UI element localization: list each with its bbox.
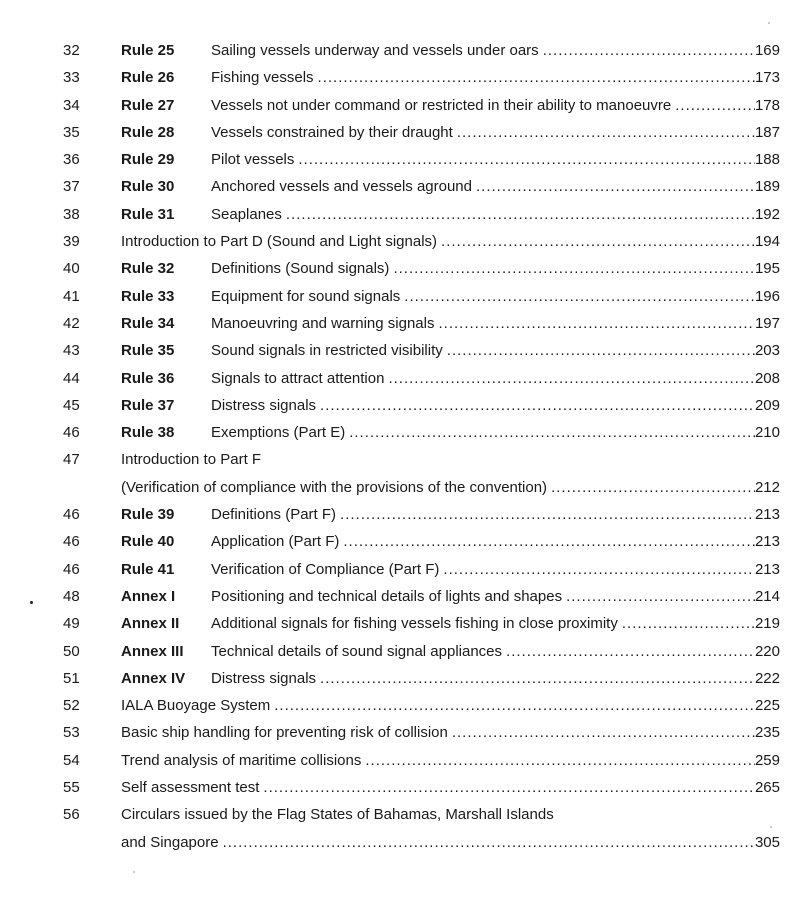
entry-title: Vessels not under command or restricted in their ability to manoeuvre — [211, 96, 672, 114]
dot-leader — [259, 774, 755, 801]
toc-row — [0, 747, 800, 774]
toc-entry — [121, 474, 780, 501]
dot-leader — [314, 64, 755, 91]
toc-entry — [211, 337, 780, 364]
toc-row — [0, 801, 800, 856]
toc-row — [0, 419, 800, 446]
dot-leader — [448, 719, 755, 746]
dot-leader — [270, 692, 755, 719]
scan-speck — [768, 22, 770, 24]
dot-leader — [562, 583, 755, 610]
page-number: 305 — [754, 833, 780, 851]
rule-label: Rule 39 — [121, 506, 175, 524]
toc-entry — [211, 365, 780, 392]
annex-label: Annex I — [121, 587, 176, 605]
entry-number: 53 — [63, 724, 80, 742]
dot-leader — [361, 747, 755, 774]
toc-row — [0, 146, 800, 173]
entry-number: 54 — [63, 751, 80, 769]
toc-row — [0, 583, 800, 610]
entry-number: 38 — [63, 205, 80, 223]
entry-title: Vessels constrained by their draught — [211, 123, 453, 141]
page-number: 213 — [754, 506, 780, 524]
entry-number: 46 — [63, 424, 80, 442]
toc-row — [0, 719, 800, 746]
toc-row — [0, 310, 800, 337]
page-number: 212 — [754, 478, 780, 496]
page-number: 192 — [754, 205, 780, 223]
entry-title: Sailing vessels underway and vessels under oars — [211, 42, 539, 59]
entry-number: 55 — [63, 779, 80, 797]
page-number: 189 — [754, 178, 780, 196]
entry-number: 42 — [63, 314, 80, 332]
annex-label: Annex IV — [121, 669, 186, 687]
toc-entry — [211, 419, 780, 446]
toc-entry — [211, 37, 780, 64]
toc-entry — [211, 119, 780, 146]
entry-number: 41 — [63, 287, 80, 305]
rule-label: Rule 31 — [121, 205, 175, 223]
dot-leader — [389, 255, 755, 282]
entry-title: Basic ship handling for preventing risk of collision — [121, 724, 448, 742]
toc-row — [0, 228, 800, 255]
page-number: 173 — [754, 69, 780, 87]
entry-number: 46 — [63, 560, 80, 578]
entry-number: 34 — [63, 96, 80, 114]
toc-row — [0, 255, 800, 282]
rule-label: Rule 41 — [121, 560, 175, 578]
toc-row — [0, 638, 800, 665]
rule-label: Rule 36 — [121, 369, 175, 387]
entry-title: Sound signals in restricted visibility — [211, 342, 443, 360]
toc-row — [0, 119, 800, 146]
toc-entry — [211, 638, 780, 665]
entry-number: 37 — [63, 178, 80, 196]
toc-row — [0, 446, 800, 501]
toc-row — [0, 173, 800, 200]
toc-entry — [211, 255, 780, 282]
entry-title: Equipment for sound signals — [211, 287, 401, 305]
entry-number: 43 — [63, 342, 80, 360]
annex-label: Annex III — [121, 642, 184, 660]
entry-number: 51 — [63, 669, 80, 687]
toc-row — [0, 64, 800, 91]
entry-number: 46 — [63, 533, 80, 551]
rule-label: Rule 37 — [121, 396, 175, 414]
entry-title: Pilot vessels — [211, 151, 295, 169]
toc-entry — [121, 829, 780, 856]
toc-row — [0, 501, 800, 528]
toc-entry — [211, 201, 780, 228]
toc-entry — [121, 228, 780, 255]
page-number: 209 — [754, 396, 780, 414]
page-number: 220 — [754, 642, 780, 660]
toc-entry — [211, 283, 780, 310]
entry-number: 47 — [63, 451, 80, 469]
entry-title: Definitions (Part F) — [211, 506, 337, 524]
toc-row — [0, 337, 800, 364]
entry-title: Self assessment test — [121, 779, 260, 797]
entry-title: Circulars issued by the Flag States of Bahamas, Marshall Islands — [121, 806, 554, 824]
entry-number: 36 — [63, 151, 80, 169]
toc-entry — [211, 610, 780, 637]
entry-title-continued: and Singapore — [121, 833, 219, 851]
entry-title: Application (Part F) — [211, 533, 340, 551]
rule-label: Rule 29 — [121, 151, 175, 169]
entry-number: 33 — [63, 69, 80, 87]
toc-entry — [121, 719, 780, 746]
dot-leader — [618, 610, 755, 637]
entry-title: Manoeuvring and warning signals — [211, 314, 435, 332]
rule-label: Rule 28 — [121, 123, 175, 141]
page-number: 210 — [754, 424, 780, 442]
entry-number: 48 — [63, 587, 80, 605]
toc-entry — [211, 501, 780, 528]
page-number: 187 — [754, 123, 780, 141]
toc-entry — [121, 774, 780, 801]
entry-title: Definitions (Sound signals) — [211, 260, 390, 278]
dot-leader — [671, 92, 755, 119]
entry-title: Introduction to Part D (Sound and Light signals) — [121, 233, 438, 251]
rule-label: Rule 27 — [121, 96, 175, 114]
toc-entry — [211, 556, 780, 583]
rule-label: Rule 25 — [121, 42, 175, 59]
page-number: 188 — [754, 151, 780, 169]
page-number: 219 — [754, 615, 780, 633]
dot-leader — [282, 201, 755, 228]
toc-row — [0, 37, 800, 64]
page-number: 214 — [754, 587, 780, 605]
toc-entry — [211, 665, 780, 692]
dot-leader — [336, 501, 755, 528]
dot-leader — [547, 474, 755, 501]
entry-title: Seaplanes — [211, 205, 282, 223]
page-number: 196 — [754, 287, 780, 305]
dot-leader — [400, 283, 755, 310]
toc-row — [0, 283, 800, 310]
annex-label: Annex II — [121, 615, 180, 633]
toc-row — [0, 528, 800, 555]
toc-entry — [211, 392, 780, 419]
entry-number: 49 — [63, 615, 80, 633]
dot-leader — [294, 146, 755, 173]
entry-title: Technical details of sound signal appliances — [211, 642, 503, 660]
toc-entry — [211, 528, 780, 555]
entry-number: 56 — [63, 806, 80, 824]
entry-number: 39 — [63, 233, 80, 251]
entry-title: Signals to attract attention — [211, 369, 385, 387]
dot-leader — [384, 365, 755, 392]
dot-leader — [316, 665, 755, 692]
dot-leader — [437, 228, 755, 255]
toc-row — [0, 392, 800, 419]
rule-label: Rule 34 — [121, 314, 175, 332]
entry-number: 52 — [63, 697, 80, 715]
toc-entry — [211, 92, 780, 119]
toc-entry — [211, 173, 780, 200]
dot-leader — [472, 173, 755, 200]
page-number: 225 — [754, 697, 780, 715]
page-number: 169 — [754, 42, 780, 59]
toc-row — [0, 692, 800, 719]
table-of-contents — [0, 37, 800, 856]
scan-speck — [133, 871, 135, 873]
page-number: 178 — [754, 96, 780, 114]
toc-entry — [211, 583, 780, 610]
dot-leader — [219, 829, 755, 856]
toc-entry — [211, 310, 780, 337]
rule-label: Rule 35 — [121, 342, 175, 360]
page-number: 235 — [754, 724, 780, 742]
entry-number: 35 — [63, 123, 80, 141]
entry-title: Additional signals for fishing vessels fishing in close proximity — [211, 615, 618, 633]
entry-number: 44 — [63, 369, 80, 387]
page-number: 203 — [754, 342, 780, 360]
page-number: 194 — [754, 233, 780, 251]
entry-title: IALA Buoyage System — [121, 697, 271, 715]
dot-leader — [339, 528, 755, 555]
dot-leader — [502, 638, 755, 665]
toc-row — [0, 365, 800, 392]
dot-leader — [539, 37, 755, 64]
entry-title: Anchored vessels and vessels aground — [211, 178, 472, 196]
scan-speck — [30, 601, 33, 604]
entry-title: Exemptions (Part E) — [211, 424, 346, 442]
dot-leader — [439, 556, 755, 583]
page-number: 195 — [754, 260, 780, 278]
entry-number: 32 — [63, 42, 80, 59]
toc-entry — [211, 64, 780, 91]
entry-number: 45 — [63, 396, 80, 414]
toc-entry — [211, 146, 780, 173]
entry-title: Introduction to Part F — [121, 451, 262, 469]
dot-leader — [345, 419, 755, 446]
scan-speck — [770, 826, 772, 828]
entry-title-continued: (Verification of compliance with the provisions of the convention) — [121, 478, 548, 496]
entry-title: Fishing vessels — [211, 69, 314, 87]
dot-leader — [443, 337, 755, 364]
toc-row — [0, 201, 800, 228]
toc-entry — [121, 747, 780, 774]
entry-number: 46 — [63, 506, 80, 524]
rule-label: Rule 38 — [121, 424, 175, 442]
entry-title: Distress signals — [211, 396, 317, 414]
entry-number: 50 — [63, 642, 80, 660]
page-number: 197 — [754, 314, 780, 332]
toc-row — [0, 610, 800, 637]
page-number: 213 — [754, 560, 780, 578]
rule-label: Rule 33 — [121, 287, 175, 305]
entry-title: Distress signals — [211, 669, 317, 687]
dot-leader — [316, 392, 755, 419]
page-number: 259 — [754, 751, 780, 769]
entry-title: Trend analysis of maritime collisions — [121, 751, 362, 769]
page-number: 208 — [754, 369, 780, 387]
dot-leader — [453, 119, 755, 146]
toc-row — [0, 556, 800, 583]
rule-label: Rule 32 — [121, 260, 175, 278]
rule-label: Rule 40 — [121, 533, 175, 551]
dot-leader — [434, 310, 754, 337]
toc-entry — [121, 692, 780, 719]
rule-label: Rule 26 — [121, 69, 175, 87]
toc-row — [0, 665, 800, 692]
toc-row — [0, 774, 800, 801]
rule-label: Rule 30 — [121, 178, 175, 196]
toc-row — [0, 92, 800, 119]
entry-number: 40 — [63, 260, 80, 278]
page-number: 213 — [754, 533, 780, 551]
page-number: 265 — [754, 779, 780, 797]
entry-title: Verification of Compliance (Part F) — [211, 560, 440, 578]
page-number: 222 — [754, 669, 780, 687]
entry-title: Positioning and technical details of lights and shapes — [211, 587, 563, 605]
